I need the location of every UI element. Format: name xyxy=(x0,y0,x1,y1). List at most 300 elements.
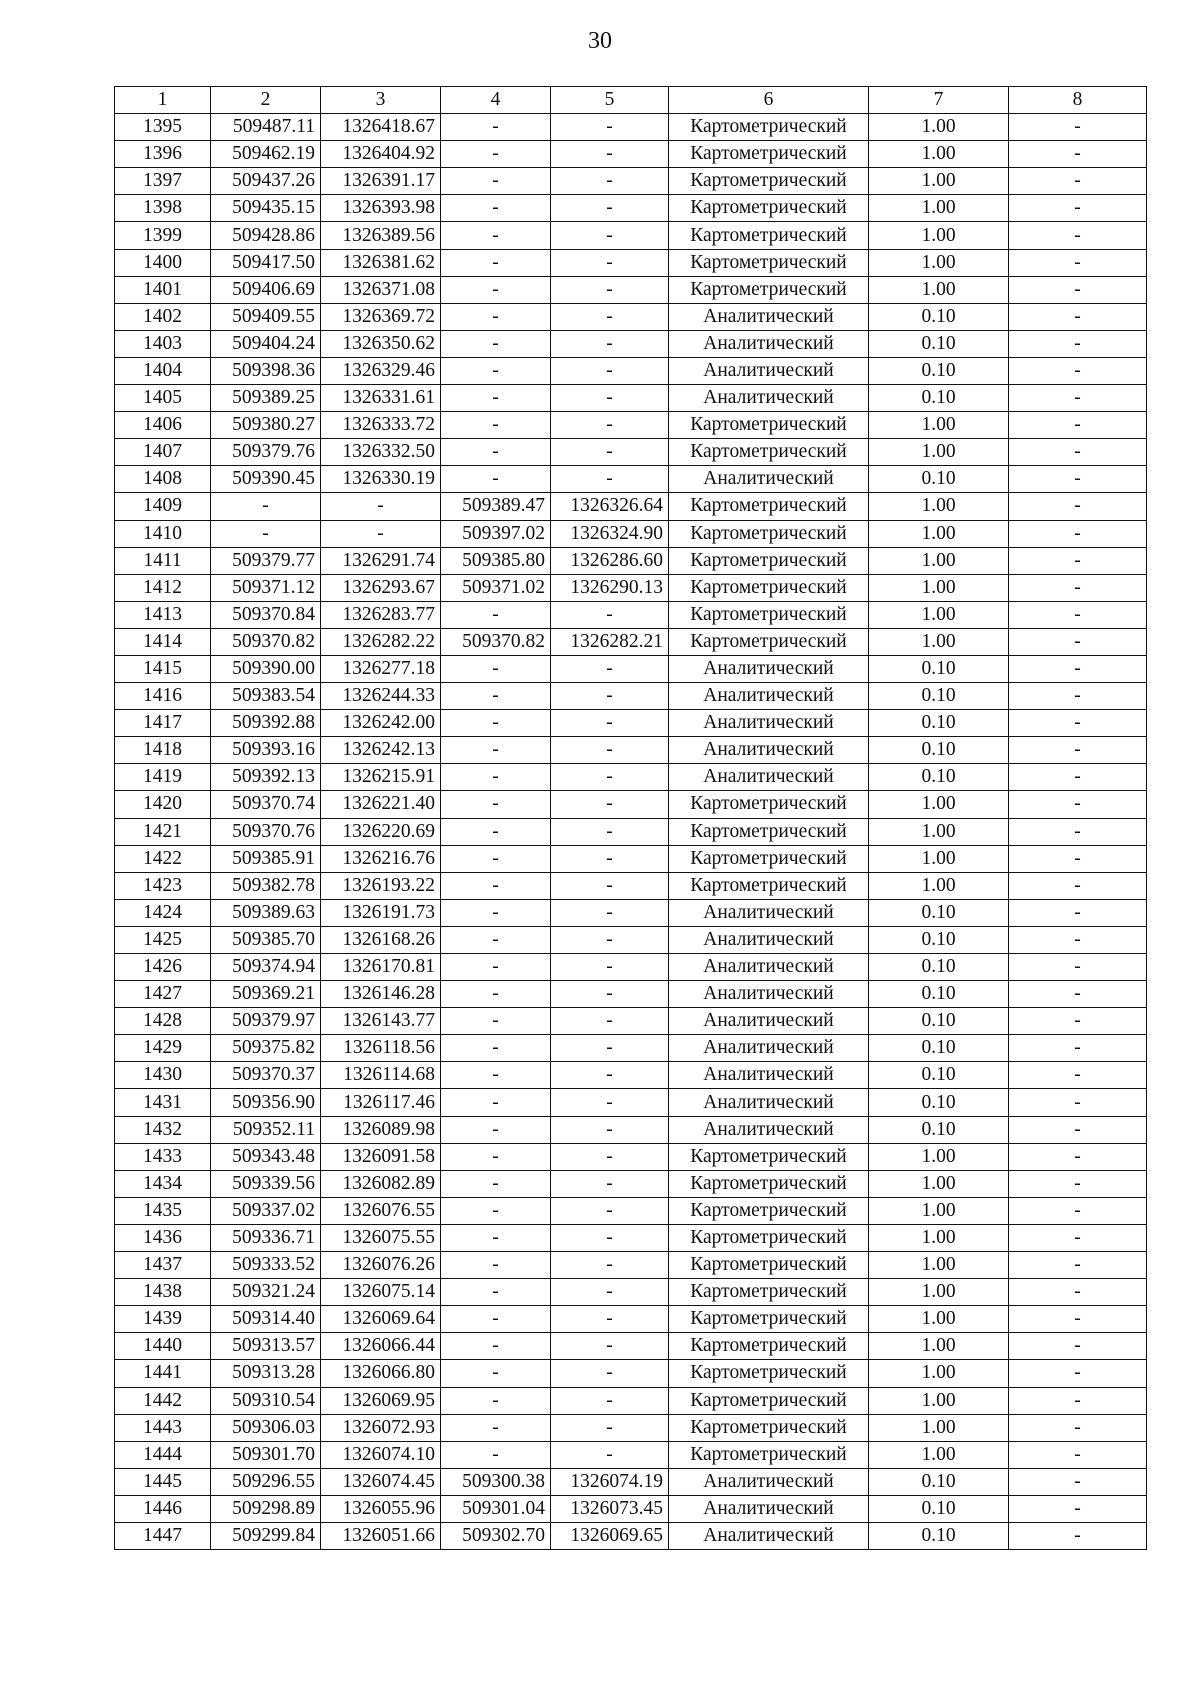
table-cell: Аналитический xyxy=(669,330,869,357)
table-cell: 509300.38 xyxy=(441,1468,551,1495)
table-row xyxy=(115,926,1147,953)
table-row xyxy=(115,1333,1147,1360)
table-cell: - xyxy=(1009,1224,1147,1251)
table-cell: 1.00 xyxy=(869,1360,1009,1387)
table-row xyxy=(115,1252,1147,1279)
table-cell: - xyxy=(551,845,669,872)
table-row xyxy=(115,1116,1147,1143)
table-cell: 0.10 xyxy=(869,1495,1009,1522)
table-cell: - xyxy=(441,385,551,412)
table-cell: - xyxy=(441,1008,551,1035)
table-cell: Аналитический xyxy=(669,764,869,791)
table-cell: 0.10 xyxy=(869,655,1009,682)
table-cell: 509404.24 xyxy=(211,330,321,357)
table-cell: - xyxy=(441,899,551,926)
table-cell: - xyxy=(551,168,669,195)
table-cell: 509385.70 xyxy=(211,926,321,953)
table-cell: Картометрический xyxy=(669,574,869,601)
table-cell: 1326293.67 xyxy=(321,574,441,601)
table-cell: 0.10 xyxy=(869,981,1009,1008)
table-cell: 1.00 xyxy=(869,276,1009,303)
table-cell: 0.10 xyxy=(869,764,1009,791)
table-cell: 1.00 xyxy=(869,845,1009,872)
table-cell: - xyxy=(441,357,551,384)
table-cell: - xyxy=(1009,141,1147,168)
table-cell: Аналитический xyxy=(669,1089,869,1116)
table-cell: - xyxy=(441,1387,551,1414)
table-cell: - xyxy=(441,601,551,628)
table-cell: 1.00 xyxy=(869,601,1009,628)
table-row xyxy=(115,1143,1147,1170)
table-cell: - xyxy=(551,1224,669,1251)
table-cell: Картометрический xyxy=(669,249,869,276)
table-cell: - xyxy=(1009,195,1147,222)
table-cell: - xyxy=(441,222,551,249)
table-cell: - xyxy=(441,303,551,330)
table-cell: Аналитический xyxy=(669,683,869,710)
table-cell: 1415 xyxy=(115,655,211,682)
table-cell: 0.10 xyxy=(869,1035,1009,1062)
table-cell: 0.10 xyxy=(869,1522,1009,1549)
table-cell: - xyxy=(1009,1062,1147,1089)
table-cell: 1442 xyxy=(115,1387,211,1414)
table-cell: - xyxy=(551,330,669,357)
table-cell: - xyxy=(1009,1035,1147,1062)
table-cell: 0.10 xyxy=(869,683,1009,710)
table-cell: - xyxy=(551,981,669,1008)
table-cell: Картометрический xyxy=(669,276,869,303)
table-cell: - xyxy=(441,168,551,195)
table-cell: 1419 xyxy=(115,764,211,791)
table-cell: - xyxy=(1009,601,1147,628)
table-cell: - xyxy=(1009,899,1147,926)
table-cell: - xyxy=(551,1333,669,1360)
table-cell: 1.00 xyxy=(869,141,1009,168)
table-cell: - xyxy=(1009,818,1147,845)
table-cell: 1326075.14 xyxy=(321,1279,441,1306)
table-cell: 509370.74 xyxy=(211,791,321,818)
table-cell: - xyxy=(551,1414,669,1441)
table-cell: - xyxy=(1009,330,1147,357)
table-cell: 1326330.19 xyxy=(321,466,441,493)
table-cell: 1326291.74 xyxy=(321,547,441,574)
table-cell: - xyxy=(1009,1008,1147,1035)
table-row xyxy=(115,1360,1147,1387)
table-cell: - xyxy=(551,357,669,384)
table-row xyxy=(115,412,1147,439)
table-cell: - xyxy=(441,1035,551,1062)
table-cell: 1416 xyxy=(115,683,211,710)
table-row xyxy=(115,574,1147,601)
table-cell: - xyxy=(1009,1252,1147,1279)
table-cell: 1326051.66 xyxy=(321,1522,441,1549)
table-cell: - xyxy=(321,520,441,547)
table-cell: - xyxy=(1009,249,1147,276)
table-cell: - xyxy=(1009,412,1147,439)
table-cell: Аналитический xyxy=(669,1008,869,1035)
table-cell: Аналитический xyxy=(669,1035,869,1062)
table-cell: - xyxy=(551,764,669,791)
table-cell: 1.00 xyxy=(869,818,1009,845)
table-cell: Аналитический xyxy=(669,1522,869,1549)
table-cell: - xyxy=(551,818,669,845)
table-cell: 509389.63 xyxy=(211,899,321,926)
table-cell: 509392.88 xyxy=(211,710,321,737)
table-cell: 1326170.81 xyxy=(321,954,441,981)
table-cell: - xyxy=(1009,981,1147,1008)
table-cell: 1326072.93 xyxy=(321,1414,441,1441)
table-cell: - xyxy=(1009,764,1147,791)
table-cell: Картометрический xyxy=(669,412,869,439)
table-cell: 509302.70 xyxy=(441,1522,551,1549)
table-cell: 1413 xyxy=(115,601,211,628)
table-cell: 509333.52 xyxy=(211,1252,321,1279)
table-cell: 509356.90 xyxy=(211,1089,321,1116)
table-row xyxy=(115,1170,1147,1197)
table-cell: 1326331.61 xyxy=(321,385,441,412)
table-cell: 509337.02 xyxy=(211,1197,321,1224)
table-cell: 509406.69 xyxy=(211,276,321,303)
table-cell: 1326371.08 xyxy=(321,276,441,303)
table-row xyxy=(115,1062,1147,1089)
table-cell: - xyxy=(551,899,669,926)
table-cell: 509383.54 xyxy=(211,683,321,710)
table-cell: 509379.77 xyxy=(211,547,321,574)
table-cell: - xyxy=(1009,1279,1147,1306)
table-row xyxy=(115,1279,1147,1306)
table-cell: 509301.70 xyxy=(211,1441,321,1468)
table-row xyxy=(115,601,1147,628)
table-cell: 1326277.18 xyxy=(321,655,441,682)
table-cell: 1.00 xyxy=(869,1441,1009,1468)
table-cell: - xyxy=(1009,655,1147,682)
table-row xyxy=(115,1035,1147,1062)
table-cell: - xyxy=(441,1224,551,1251)
table-cell: - xyxy=(551,872,669,899)
table-cell: 1.00 xyxy=(869,1197,1009,1224)
table-cell: Картометрический xyxy=(669,1279,869,1306)
table-cell: 1395 xyxy=(115,114,211,141)
table-cell: 1326118.56 xyxy=(321,1035,441,1062)
table-cell: 1427 xyxy=(115,981,211,1008)
table-cell: 1399 xyxy=(115,222,211,249)
table-cell: 1326332.50 xyxy=(321,439,441,466)
table-cell: 1426 xyxy=(115,954,211,981)
table-cell: Аналитический xyxy=(669,1468,869,1495)
table-cell: Картометрический xyxy=(669,520,869,547)
table-cell: 509371.02 xyxy=(441,574,551,601)
table-cell: - xyxy=(551,1252,669,1279)
table-cell: 509409.55 xyxy=(211,303,321,330)
table-cell: Картометрический xyxy=(669,1197,869,1224)
table-cell: - xyxy=(441,1279,551,1306)
table-cell: - xyxy=(441,1252,551,1279)
table-cell: 1326282.22 xyxy=(321,628,441,655)
table-cell: 509417.50 xyxy=(211,249,321,276)
table-cell: 1326286.60 xyxy=(551,547,669,574)
table-row xyxy=(115,872,1147,899)
table-cell: Аналитический xyxy=(669,981,869,1008)
table-row xyxy=(115,168,1147,195)
table-cell: 1439 xyxy=(115,1306,211,1333)
table-cell: Аналитический xyxy=(669,899,869,926)
table-cell: - xyxy=(441,1414,551,1441)
table-cell: 1406 xyxy=(115,412,211,439)
table-cell: 509390.45 xyxy=(211,466,321,493)
table-cell: 1326244.33 xyxy=(321,683,441,710)
table-cell: - xyxy=(1009,357,1147,384)
table-cell: - xyxy=(321,493,441,520)
table-cell: 1424 xyxy=(115,899,211,926)
table-row xyxy=(115,195,1147,222)
table-cell: 1326418.67 xyxy=(321,114,441,141)
table-cell: - xyxy=(551,1360,669,1387)
table-cell: 1326193.22 xyxy=(321,872,441,899)
table-row xyxy=(115,1495,1147,1522)
table-cell: 1326076.26 xyxy=(321,1252,441,1279)
table-cell: 1326326.64 xyxy=(551,493,669,520)
table-cell: 1.00 xyxy=(869,574,1009,601)
table-cell: Картометрический xyxy=(669,141,869,168)
table-cell: 1326216.76 xyxy=(321,845,441,872)
table-cell: - xyxy=(441,1306,551,1333)
table-cell: 1.00 xyxy=(869,1252,1009,1279)
table-cell: 1.00 xyxy=(869,547,1009,574)
table-row xyxy=(115,547,1147,574)
table-cell: 509393.16 xyxy=(211,737,321,764)
table-cell: Картометрический xyxy=(669,1441,869,1468)
table-cell: 509462.19 xyxy=(211,141,321,168)
table-row xyxy=(115,845,1147,872)
table-cell: 1326221.40 xyxy=(321,791,441,818)
table-cell: 509385.91 xyxy=(211,845,321,872)
table-cell: 1434 xyxy=(115,1170,211,1197)
table-cell: - xyxy=(441,737,551,764)
table-cell: - xyxy=(1009,276,1147,303)
table-cell: 1.00 xyxy=(869,1387,1009,1414)
table-cell: 1.00 xyxy=(869,168,1009,195)
table-cell: 509379.76 xyxy=(211,439,321,466)
table-cell: - xyxy=(551,1441,669,1468)
table-cell: 1326075.55 xyxy=(321,1224,441,1251)
table-cell: - xyxy=(1009,439,1147,466)
table-cell: Аналитический xyxy=(669,737,869,764)
table-cell: Картометрический xyxy=(669,791,869,818)
table-cell: - xyxy=(551,1008,669,1035)
table-cell: 1414 xyxy=(115,628,211,655)
table-cell: 1326215.91 xyxy=(321,764,441,791)
table-cell: 1326055.96 xyxy=(321,1495,441,1522)
coordinates-table xyxy=(114,86,1147,1550)
table-cell: 1326082.89 xyxy=(321,1170,441,1197)
table-cell: - xyxy=(441,1360,551,1387)
table-cell: - xyxy=(551,249,669,276)
table-cell: - xyxy=(551,412,669,439)
table-cell: Картометрический xyxy=(669,872,869,899)
table-body xyxy=(115,114,1147,1550)
table-row xyxy=(115,330,1147,357)
table-cell: - xyxy=(441,845,551,872)
table-cell: - xyxy=(551,1306,669,1333)
table-cell: 1438 xyxy=(115,1279,211,1306)
table-cell: 509313.28 xyxy=(211,1360,321,1387)
table-row xyxy=(115,818,1147,845)
table-row xyxy=(115,981,1147,1008)
table-cell: 1326073.45 xyxy=(551,1495,669,1522)
table-cell: Аналитический xyxy=(669,954,869,981)
table-cell: 509398.36 xyxy=(211,357,321,384)
table-cell: - xyxy=(1009,737,1147,764)
table-cell: - xyxy=(441,1089,551,1116)
table-cell: - xyxy=(441,791,551,818)
table-cell: 1.00 xyxy=(869,1333,1009,1360)
table-cell: 1443 xyxy=(115,1414,211,1441)
table-cell: 1397 xyxy=(115,168,211,195)
table-cell: 1.00 xyxy=(869,222,1009,249)
table-cell: 1436 xyxy=(115,1224,211,1251)
table-cell: 1402 xyxy=(115,303,211,330)
table-cell: 1326074.45 xyxy=(321,1468,441,1495)
column-header: 3 xyxy=(321,87,441,114)
table-row xyxy=(115,710,1147,737)
table-cell: 1440 xyxy=(115,1333,211,1360)
table-cell: Картометрический xyxy=(669,601,869,628)
table-cell: 1326168.26 xyxy=(321,926,441,953)
table-cell: 1326074.10 xyxy=(321,1441,441,1468)
table-cell: 0.10 xyxy=(869,1008,1009,1035)
table-row xyxy=(115,439,1147,466)
table-cell: 509370.82 xyxy=(441,628,551,655)
table-cell: - xyxy=(211,493,321,520)
table-cell: - xyxy=(441,1143,551,1170)
table-cell: 1.00 xyxy=(869,872,1009,899)
table-cell: - xyxy=(1009,547,1147,574)
table-cell: - xyxy=(1009,520,1147,547)
table-row xyxy=(115,1441,1147,1468)
table-cell: - xyxy=(1009,574,1147,601)
table-cell: 1408 xyxy=(115,466,211,493)
table-cell: Картометрический xyxy=(669,1414,869,1441)
table-cell: 1.00 xyxy=(869,249,1009,276)
table-cell: - xyxy=(551,737,669,764)
table-cell: - xyxy=(441,439,551,466)
table-cell: 509382.78 xyxy=(211,872,321,899)
table-row xyxy=(115,954,1147,981)
table-cell: 509314.40 xyxy=(211,1306,321,1333)
table-row xyxy=(115,791,1147,818)
table-cell: 1432 xyxy=(115,1116,211,1143)
table-cell: Картометрический xyxy=(669,1252,869,1279)
table-cell: 509397.02 xyxy=(441,520,551,547)
table-cell: 509296.55 xyxy=(211,1468,321,1495)
table-cell: - xyxy=(441,818,551,845)
table-cell: - xyxy=(1009,1441,1147,1468)
table-cell: - xyxy=(441,330,551,357)
table-cell: 1.00 xyxy=(869,1143,1009,1170)
table-cell: - xyxy=(1009,1306,1147,1333)
column-header: 4 xyxy=(441,87,551,114)
table-cell: 1396 xyxy=(115,141,211,168)
table-cell: - xyxy=(551,1089,669,1116)
table-cell: 509301.04 xyxy=(441,1495,551,1522)
table-cell: - xyxy=(441,1170,551,1197)
table-cell: 1326074.19 xyxy=(551,1468,669,1495)
table-cell: - xyxy=(551,1279,669,1306)
table-cell: - xyxy=(441,114,551,141)
table-cell: 1326393.98 xyxy=(321,195,441,222)
table-cell: - xyxy=(551,141,669,168)
table-row xyxy=(115,303,1147,330)
table-cell: - xyxy=(211,520,321,547)
table-cell: 509374.94 xyxy=(211,954,321,981)
table-cell: - xyxy=(1009,1333,1147,1360)
table-cell: 509385.80 xyxy=(441,547,551,574)
table-cell: - xyxy=(441,1197,551,1224)
table-cell: Картометрический xyxy=(669,1306,869,1333)
table-cell: - xyxy=(551,710,669,737)
column-header: 7 xyxy=(869,87,1009,114)
table-cell: 509369.21 xyxy=(211,981,321,1008)
table-cell: - xyxy=(551,791,669,818)
table-cell: - xyxy=(551,439,669,466)
table-cell: 1326220.69 xyxy=(321,818,441,845)
table-cell: 1326290.13 xyxy=(551,574,669,601)
table-row xyxy=(115,520,1147,547)
table-cell: - xyxy=(441,926,551,953)
table-cell: 1326089.98 xyxy=(321,1116,441,1143)
table-row xyxy=(115,683,1147,710)
table-cell: - xyxy=(441,1116,551,1143)
table-cell: Картометрический xyxy=(669,1224,869,1251)
table-cell: 509370.76 xyxy=(211,818,321,845)
table-cell: - xyxy=(1009,114,1147,141)
table-cell: - xyxy=(1009,466,1147,493)
table-cell: Картометрический xyxy=(669,168,869,195)
table-row xyxy=(115,1306,1147,1333)
table-cell: - xyxy=(1009,1468,1147,1495)
table-cell: Картометрический xyxy=(669,1143,869,1170)
table-cell: Картометрический xyxy=(669,1170,869,1197)
table-cell: - xyxy=(1009,1089,1147,1116)
table-cell: 0.10 xyxy=(869,899,1009,926)
table-cell: - xyxy=(441,1062,551,1089)
table-cell: 509389.25 xyxy=(211,385,321,412)
table-cell: 1.00 xyxy=(869,493,1009,520)
table-cell: - xyxy=(441,1333,551,1360)
table-cell: - xyxy=(551,1197,669,1224)
table-cell: 1326282.21 xyxy=(551,628,669,655)
table-cell: - xyxy=(551,954,669,981)
table-cell: - xyxy=(1009,845,1147,872)
table-cell: - xyxy=(1009,791,1147,818)
page-number: 30 xyxy=(588,28,612,54)
table-cell: - xyxy=(551,683,669,710)
table-cell: 1.00 xyxy=(869,791,1009,818)
table-cell: 1.00 xyxy=(869,520,1009,547)
table-cell: 1403 xyxy=(115,330,211,357)
table-cell: - xyxy=(551,1035,669,1062)
table-row xyxy=(115,737,1147,764)
table-cell: - xyxy=(1009,954,1147,981)
table-cell: Картометрический xyxy=(669,547,869,574)
table-cell: - xyxy=(551,385,669,412)
table-cell: 1417 xyxy=(115,710,211,737)
table-cell: Картометрический xyxy=(669,114,869,141)
table-cell: - xyxy=(551,1116,669,1143)
table-cell: - xyxy=(551,1062,669,1089)
table-cell: 509336.71 xyxy=(211,1224,321,1251)
table-cell: - xyxy=(1009,222,1147,249)
